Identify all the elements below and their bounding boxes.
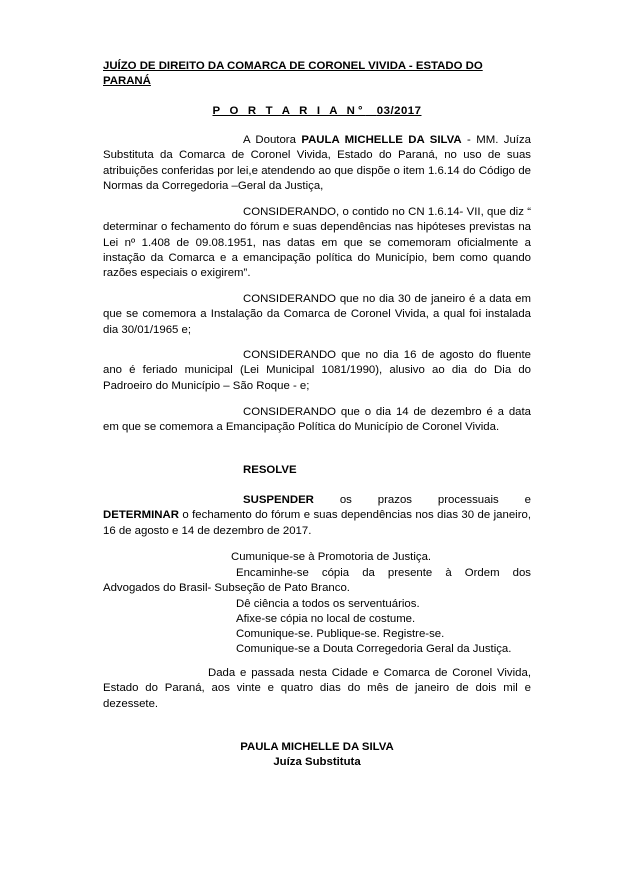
closing-encaminhe: Encaminhe-se cópia da presente à Ordem dos Advogados do Brasil- Subseção de Pato Branco. bbox=[103, 567, 531, 595]
intro-prefix: A Doutora bbox=[243, 134, 302, 146]
closing-dada: Dada e passada nesta Cidade e Comarca de Coronel Vivida, Estado do Paraná, aos vinte e quatro dias do mês de janeiro de dois mil e dezessete. bbox=[103, 667, 531, 710]
considerando-paragraph: CONSIDERANDO que o dia 14 de dezembro é a data em que se comemora a Emancipação Política do Município de Coronel Vivida. bbox=[103, 406, 531, 434]
resolve-heading: RESOLVE bbox=[243, 464, 297, 476]
intro-text: - MM. Juíza Substituta da Comarca de Coronel Vivida, Estado do Paraná, no uso de suas atribuições conferidas por lei,e atendendo ao que dispõe o item 1.6.14 do Código de Normas da Corregedoria –Geral da Justiça, bbox=[103, 134, 531, 192]
closing-publique: Comunique-se. Publique-se. Registre-se. bbox=[236, 628, 445, 640]
closing-promotoria: Cumunique-se à Promotoria de Justiça. bbox=[231, 551, 432, 563]
considerando-paragraph: CONSIDERANDO que no dia 16 de agosto do fluente ano é feriado municipal (Lei Municipal 1081/1990), alusivo ao dia do Dia do Padroeiro do Município – São Roque - e; bbox=[103, 349, 531, 392]
intro-paragraph bbox=[103, 133, 531, 194]
considerando-paragraph: CONSIDERANDO que no dia 30 de janeiro é a data em que se comemora a Instalação da Comarca de Coronel Vivida, a qual foi instalada dia 30/01/1965 e; bbox=[103, 293, 531, 336]
determinar-word: DETERMINAR bbox=[103, 509, 179, 522]
suspender-word: SUSPENDER bbox=[243, 494, 314, 506]
intro-judge-name: PAULA MICHELLE DA SILVA bbox=[301, 134, 462, 146]
court-header: JUÍZO DE DIREITO DA COMARCA DE CORONEL VIVIDA - ESTADO DO PARANÁ bbox=[103, 60, 483, 88]
resolve-first-line: SUSPENDER os prazos processuais e bbox=[103, 493, 531, 508]
signature-role: Juíza Substituta bbox=[273, 756, 361, 768]
closing-afixe: Afixe-se cópia no local de costume. bbox=[236, 613, 416, 625]
considerando-paragraph: CONSIDERANDO, o contido no CN 1.6.14- VII, que diz “ determinar o fechamento do fórum e suas dependências nas hipóteses previstas na Lei nº 1.408 de 09.08.1951, nas datas em que se comemoram oficialmente a instação da Comarca e a emancipação política do Município, bem como quando razões especiais o exigirem”. bbox=[103, 206, 531, 280]
resolve-rest bbox=[103, 508, 531, 539]
closing-corregedoria: Comunique-se a Douta Corregedoria Geral da Justiça. bbox=[236, 643, 512, 655]
closing-ciencia: Dê ciência a todos os serventuários. bbox=[236, 598, 420, 610]
portaria-title bbox=[103, 104, 531, 119]
signature-name: PAULA MICHELLE DA SILVA bbox=[240, 741, 394, 753]
resolve-paragraph bbox=[103, 493, 531, 539]
resolve-text: o fechamento do fórum e suas dependências nos dias 30 de janeiro, 16 de agosto e 14 de dezembro de 2017. bbox=[103, 509, 531, 537]
portaria-label: P O R T A R I A N° bbox=[212, 105, 366, 117]
portaria-number: 03/2017 bbox=[376, 105, 422, 117]
